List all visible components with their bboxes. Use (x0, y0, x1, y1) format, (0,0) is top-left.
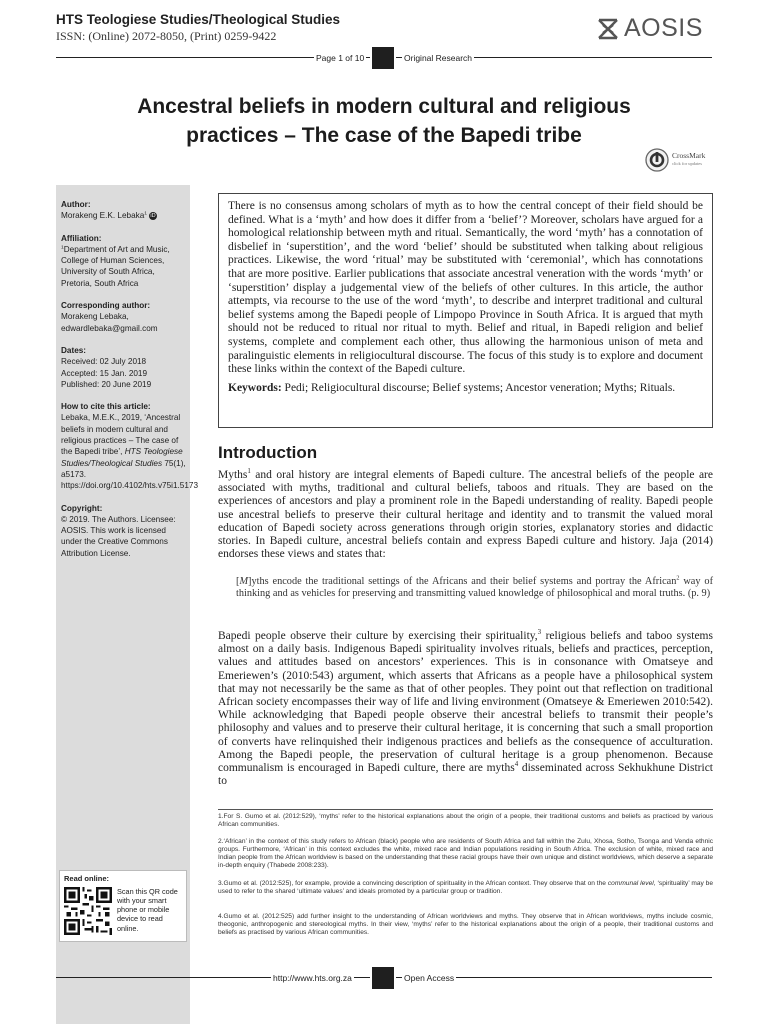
read-online-box (59, 870, 187, 942)
footnote-1: 1.For S. Gumo et al. (2012:529), ‘myths’ refer to the historical explanations about the origin of a people, their traditional customs and beliefs as practiced by various African communities. (218, 813, 713, 828)
author-heading: Author: (61, 200, 91, 209)
abstract-box (218, 193, 713, 428)
article-title (40, 92, 728, 150)
affiliation-heading: Affiliation: (61, 233, 102, 243)
issn: ISSN: (Online) 2072-8050, (Print) 0259-9422 (56, 29, 277, 43)
footer-url-link[interactable]: http://www.hts.org.za (273, 973, 352, 983)
affiliation-section (61, 233, 186, 289)
title-line-1: Ancestral beliefs in modern cultural and religious (137, 95, 631, 118)
header-block (372, 47, 394, 69)
corresponding-heading: Corresponding author: (61, 301, 151, 311)
copyright-heading: Copyright: (61, 503, 103, 513)
footer-open-access: Open Access (404, 973, 455, 983)
dates-section (61, 345, 186, 390)
article-type: Original Research (404, 53, 473, 63)
dates-heading: Dates: (61, 345, 87, 355)
author-name: Morakeng E.K. Lebaka$^1$ iD (61, 211, 156, 221)
journal-title: HTS Teologiese Studies/Theological Studies (56, 12, 341, 27)
received-date: Received: 02 July 2018 (61, 357, 147, 367)
keywords: Keywords: Pedi; Religiocultural discourse; Belief systems; Ancestor veneration; Myths; Rituals. (228, 381, 676, 394)
page-number: Page 1 of 10 (316, 53, 365, 63)
section-heading-introduction: Introduction (218, 443, 318, 462)
title-line-2: practices – The case of the Bapedi tribe (186, 124, 582, 147)
read-online-text: Scan this QR code with your smart phone or mobile device to read online. (117, 886, 178, 933)
footnote-4: 4.Gumo et al. (2012:525) add further insight to the understanding of African worldviews and myths. They observe that in African worldviews, myths include cosmic, theogonic, anthropogenic and stereological myths. In their view, ‘myths’ refer to the historical explanations about the origin of a people, their traditional customs and beliefs as practised by various African communities. (218, 913, 713, 936)
footer-block (372, 967, 394, 989)
crossmark-icon (645, 148, 669, 172)
body-paragraph-1: Myths$^1$ and oral history are integral elements of Bapedi culture. The ancestral beliefs of the people are associated with myths, traditional and cultural beliefs, taboos and rituals. They are based on the experiences of ancestors and play a prominent role in the Bapedi understanding of reality. Bapedi people use ancestral beliefs to preserve their cultural heritage and identity and to transmit the valued moral education of Bapedi society across generations through origin stories, explanatory stories and didactic stories. In Bapedi culture, ancestral beliefs contain and express Bapedi culture and history. Jaja (2014) endorses these views and states that: (218, 468, 713, 561)
citation-text: Lebaka, M.E.K., 2019, ‘Ancestral beliefs in modern cultural and religious practices – The case of the Bapedi tribe’, HTS Teologiese Studies/Theological Studies 75(1), a5173. https://doi.org/10.4102/hts.v75i1.5173 (61, 413, 199, 491)
author-section (61, 199, 186, 222)
corresponding-name: Morakeng Lebaka, (61, 312, 129, 322)
citation-section (61, 401, 199, 491)
read-online-heading: Read online: (64, 874, 110, 883)
accepted-date: Accepted: 15 Jan. 2019 (61, 368, 148, 378)
corresponding-email[interactable]: edwardlebaka@gmail.com (61, 323, 158, 333)
copyright-section (61, 503, 186, 559)
corresponding-section (61, 300, 186, 334)
citation-heading: How to cite this article: (61, 402, 151, 412)
publisher-name: AOSIS (624, 14, 703, 42)
affiliation-text: $^1$Department of Art and Music, College of Human Sciences, University of South Africa, Pretoria, South Africa (61, 244, 170, 288)
crossmark-badge[interactable] (645, 148, 705, 172)
footnote-2: 2.‘African’ in the context of this study refers to African (black) people who are residents of South Africa and fall within the Zulu, Xhosa, Sotho, Tsonga and Venda ethnic groups. Furthermore, ‘African’ in this context excludes the white, mixed race and Indian populations residing in South Africa. The exclusion of white, mixed race and Indian people from the African worldview is based on the understanding that these racial groups have their own unique and distinct worldviews, which deserve a separate in-depth enquiry (Thabede 2008:233). (218, 838, 713, 869)
orcid-icon[interactable]: iD (150, 213, 156, 220)
block-quote: [M]yths encode the traditional settings of the Africans and their belief systems and portray the African$^2$ way of thinking and as vehicles for preserving and transmitting valued knowledge of philosophical and moral truths. (p. 9) (236, 574, 713, 600)
footnote-rule (218, 809, 713, 810)
qr-code-icon[interactable] (64, 887, 112, 935)
abstract-text: There is no consensus among scholars of myth as to how the central concept of their field should be defined. What is a ‘myth’ and how does it differ from a ‘belief’? Moreover, scholars have argued for a homological relationship between myth and ritual. Semantically, the word ‘myth’ has a connotation of disbelief in ‘superstition’, and the word ‘belief’ should be substituted when talking about religious practices. Likewise, the word ‘ritual’ may be substituted with ‘ceremonial’, which has connotations that are more positive. Earlier publications that associate ancestral veneration with the words ‘myth’ or ‘superstition’ display a judgemental view of the beliefs of other cultures. In this article, the author attempts, via recourse to the use of the word ‘myth’, to describe and interpret traditional and cultural belief systems among the Bapedi people of Limpopo Province in South Africa. It is argued that myth should not be reduced to ritual nor ritual to myth. Belief and ritual, in Bapedi religion and belief systems, complete and complement each other, thus allowing the harmonious unison of meta and paralinguistic elements in religiocultural discourse. The focus of this study is to explore and document these links within the context of the Bapedi culture. (228, 200, 703, 376)
aosis-knot-icon (596, 17, 620, 41)
crossmark-sub: click for updates (672, 161, 702, 166)
publisher-logo[interactable] (596, 14, 703, 43)
copyright-text: © 2019. The Authors. Licensee: AOSIS. This work is licensed under the Creative Commons Attribution License. (61, 514, 176, 558)
body-paragraph-2: Bapedi people observe their culture by exercising their spirituality,$^3$ religious beliefs and taboo systems almost on a daily basis. Indigenous Bapedi spirituality involves rituals, beliefs and practices, perception, values and attitudes based on ancestors’ experiences. This is in consonance with Omatseye and Emeriewen’s (2010:543) argument, which asserts that Africans as a people have a philosophical system that may not necessarily be the same as that of other peoples. They point out that reflection on traditional African society encompasses their way of life and living environment (Omatseye & Emeriewen 2010:542). While acknowledging that Bapedi people observe their ancestral beliefs to transmit their people’s philosophy and values and to preserve their cultural heritage, it is concerning that such a small proportion of converts have relinquished their indigenous practices and beliefs as the consequence of acculturation. Among the Bapedi people, the preservation of cultural heritage is a group phenomenon. Because communalism is encouraged in Bapedi culture, there are myths$^4$ disseminated across Sekhukhune District to (218, 629, 713, 788)
published-date: Published: 20 June 2019 (61, 379, 152, 389)
footnote-3: 3.Gumo et al. (2012:525), for example, provide a convincing description of spirituality in the African context. They observe that on the communal level, ‘spirituality’ may be used to refer to the shared ‘ultimate values’ and ideals promoted by a particular group or tradition. (218, 880, 714, 895)
crossmark-label: CrossMark (672, 151, 706, 160)
